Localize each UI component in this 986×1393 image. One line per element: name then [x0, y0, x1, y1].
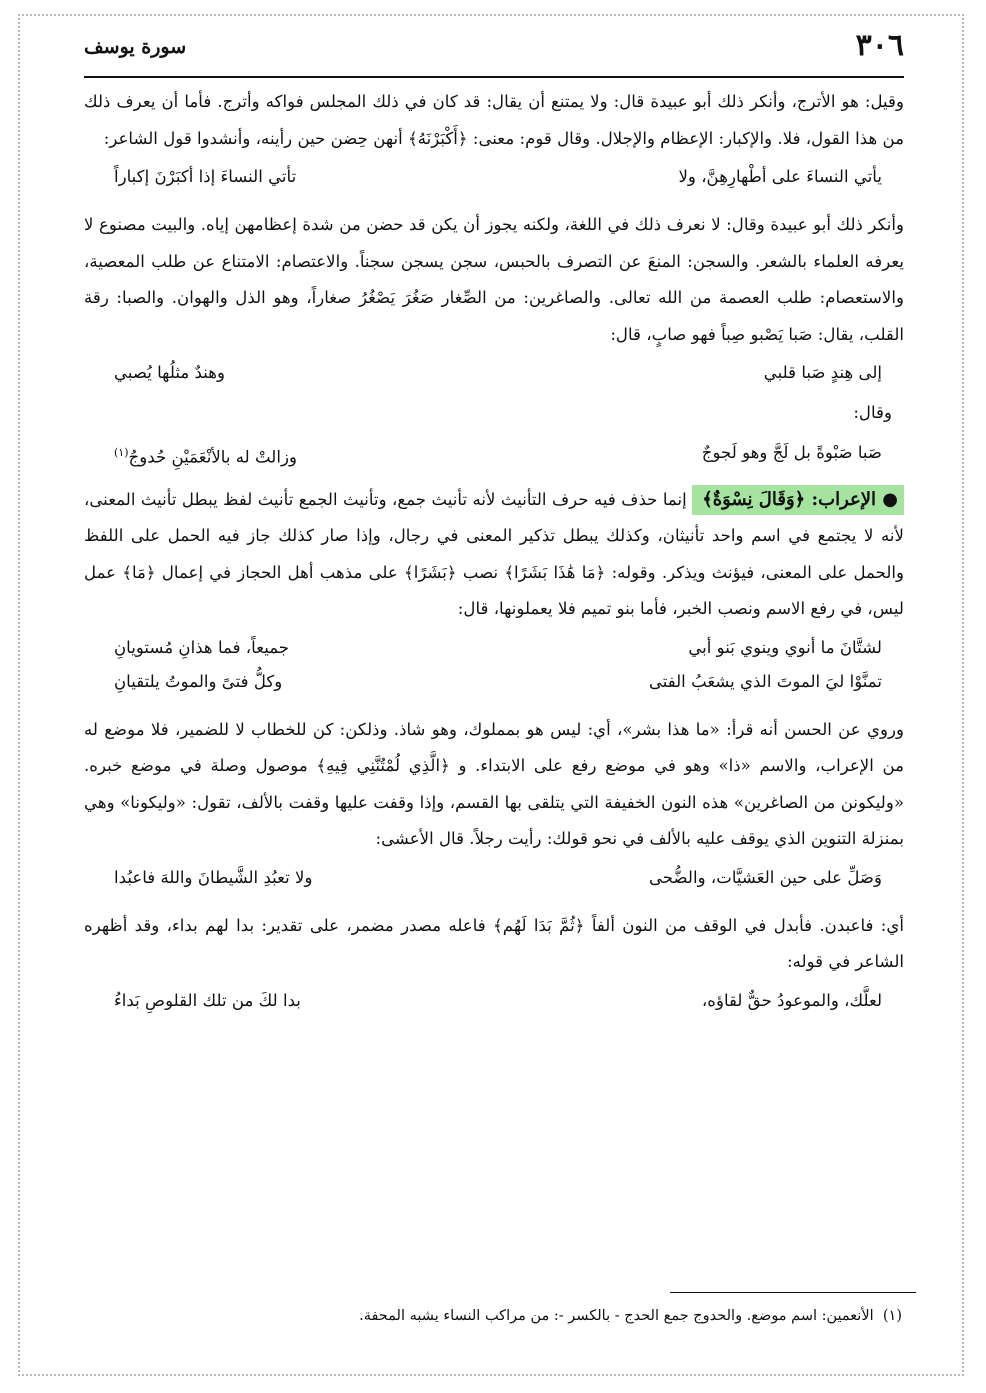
footnote-text: الأنعمين: اسم موضع. والحدوج جمع الحدج - بالكسر -: من مراكب النساء يشبه المحفة.	[359, 1308, 874, 1324]
paragraph-1: وقيل: هو الأترج، وأنكر ذلك أبو عبيدة قال: ولا يمتنع أن يقال: قد كان في ذلك المجلس فواكه وأترج. فأما أن يعرف ذلك من هذا القول، فلا. والإكبار: الإعظام والإجلال. وقال قوم: معنى: ﴿أَكْبَرْنَهُ﴾ أنهن حِضن حين رأينه، وأنشدوا قول الشاعر:	[84, 92, 904, 148]
verse-5-second-hemistich: وكلُّ فتىً والموتُ يلتقيانِ	[114, 671, 283, 691]
i3rab-section	[84, 482, 904, 628]
verse-2-second-hemistich: وهندٌ مثلُها يُصبي	[114, 363, 225, 382]
footnote-mark: (١)	[882, 1308, 902, 1324]
i3rab-text: إنما حذف فيه حرف التأنيث لأنه تأنيث جمع، وتأنيث الجمع تأنيث لفظ يبطل تأنيث المعنى، لأنه لا يجتمع في اسم واحد تأنيثان، وكذلك يبطل تذكير المعنى في رجال، وإذا صار كذلك جاز فيه الحمل على اللفظ والحمل على المعنى، فيؤنث ويذكر. وقوله: ﴿مَا هَٰذَا بَشَرًا﴾ نصب ﴿بَشَرًا﴾ على مذهب أهل الحجاز في إعمال ﴿مَا﴾ عمل ليس، في رفع الاسم ونصب الخبر، فأما بنو تميم فلا يعملونها، قال:	[84, 489, 904, 619]
i3rab-heading: الإعراب:	[811, 488, 877, 510]
verse-4-first-hemistich: لشتَّانَ ما أنوي وينوي بَنو أبي	[688, 637, 882, 657]
verse-2-first-hemistich: إلى هِندٍ صَبا قلبي	[763, 363, 882, 382]
paragraph-4: أي: فاعبدن. فأبدل في الوقف من النون ألفاً ﴿ثُمَّ بَدَا لَهُم﴾ فاعله مصدر مضمر، على تقدير: بدا لهم بداء، وقد أظهره الشاعر في قوله:	[84, 915, 904, 972]
i3rab-heading-highlight	[692, 485, 904, 515]
poetry-verse-3	[84, 433, 904, 478]
page-header	[84, 24, 904, 78]
qal-label: وقال:	[853, 403, 892, 422]
bullet-icon: ●	[876, 488, 899, 510]
verse-3-second-text: وزالتْ له بالأنْعَمَيْنِ حُدوجُ	[128, 447, 297, 467]
verse-5-first-hemistich: تمنَّوْا ليَ الموتَ الذي يشعَبُ الفتى	[648, 671, 882, 691]
poetry-verse-7	[84, 981, 904, 1021]
verse-4-second-hemistich: جميعاً، فما هذانِ مُستويانِ	[114, 637, 290, 657]
verse-6-second-hemistich: ولا تعبُدِ الشَّيطانَ واللهَ فاعبُدا	[114, 867, 313, 887]
poetry-verse-1	[84, 157, 904, 197]
poetry-verse-5	[84, 662, 904, 702]
poetry-verse-6	[84, 858, 904, 898]
verse-6-first-hemistich: وَصَلِّ على حين العَشيَّات، والضُّحى	[648, 867, 882, 887]
paragraph-3: وروي عن الحسن أنه قرأ: «ما هذا بشر»، أي: ليس هو بمملوك، وهو شاذ. وذلكن: كن للخطاب لا للضمير، فلا موضع له من الإعراب، والاسم «ذا» وهو في موضع رفع على الابتداء. و ﴿الَّذِي لُمْتُنَّنِي فِيهِ﴾ موصول وصلة في موضع خبره. «وليكونن من الصاغرين» هذه النون الخفيفة التي يتلقى بها القسم، وإذا وقفت عليها وقفت بالألف، تقول: «وليكونا» وهي بمنزلة التنوين الذي يوقف عليه بالألف في نحو قولك: رأيت رجلاً. قال الأعشى:	[84, 719, 904, 849]
surah-title: سورة يوسف	[84, 36, 187, 58]
footnote-reference: (١)	[114, 446, 129, 459]
footnote-divider	[670, 1292, 916, 1293]
paragraph-2: وأنكر ذلك أبو عبيدة وقال: لا نعرف ذلك في اللغة، ولكنه يجوز أن يكن قد حضن من شدة إعظامهن إياه. والبيت مصنوع لا يعرفه العلماء بالشعر. والسجن: المنعَ عن التصرف بالحبس، سجن يسجن سجناً. والاعتصام: الامتناع عن طلب المعصية، والاستعصام: طلب العصمة من الله تعالى. والصاغرين: من الصِّغار صَغُرَ يَصْغُرُ صغاراً، وهو الذل والهوان. والصبا: رقة القلب، يقال: صَبا يَصْبو صِباً فهو صابٍ، قال:	[84, 215, 904, 344]
verse-1-second-hemistich: تأتي النساءَ إذا أكبَرْنَ إكباراً	[114, 167, 297, 186]
page-number: ٣٠٦	[855, 28, 904, 63]
verse-3-first-hemistich: صَبا صَبْوةً بل لَجَّ وهو لَجوجٌ	[701, 443, 882, 462]
poetry-verse-2	[84, 353, 904, 393]
book-page	[84, 24, 904, 1021]
footnote	[359, 1304, 902, 1328]
i3rab-paragraph	[84, 482, 904, 628]
verse-3-second-hemistich	[114, 433, 297, 478]
verse-7-second-hemistich: بدا لكَ من تلك القلوصِ بَداءُ	[114, 990, 301, 1010]
verse-7-first-hemistich: لعلَّك، والموعودُ حقٌّ لقاؤه،	[701, 990, 882, 1010]
verse-1-first-hemistich: يأتي النساءَ على أطْهارِهِنَّ، ولا	[678, 167, 882, 186]
quran-quote: ﴿وَقَالَ نِسْوَةٌ﴾	[702, 488, 806, 510]
